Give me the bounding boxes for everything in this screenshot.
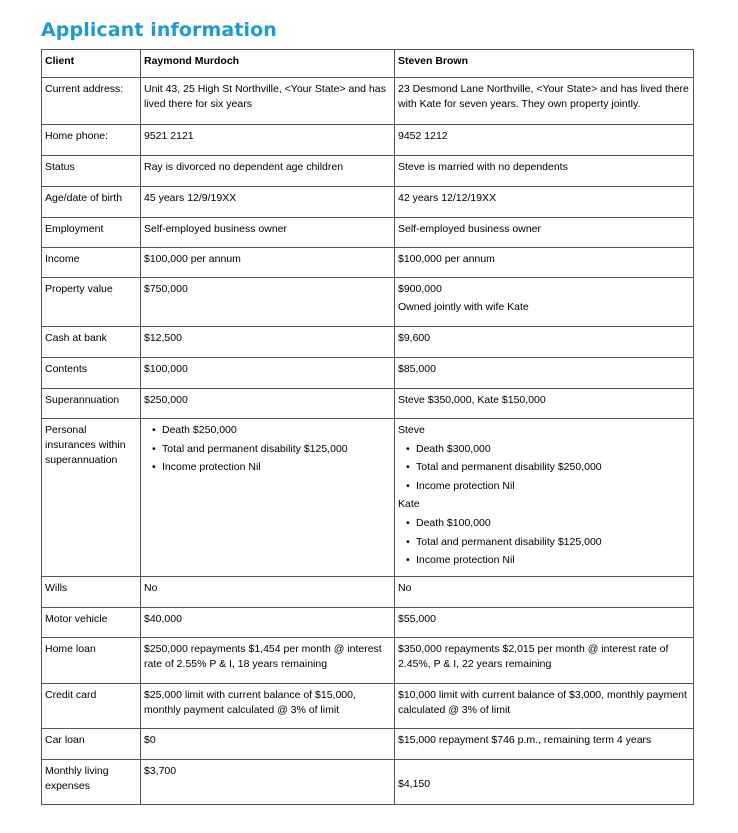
- header-cell-label: Client: [42, 50, 141, 78]
- row-label: Credit card: [42, 684, 141, 729]
- row-label: Superannuation: [42, 389, 141, 419]
- list-item: • Death $300,000: [406, 442, 690, 457]
- value-applicant-a: $100,000 per annum: [141, 248, 395, 278]
- list-item: • Total and permanent disability $250,000: [406, 460, 690, 475]
- value-applicant-a: $100,000: [141, 358, 395, 389]
- value-applicant-a: [141, 419, 395, 577]
- value-applicant-a: $3,700: [141, 760, 395, 805]
- list-item: • Income protection Nil: [406, 553, 690, 568]
- row-label: Home loan: [42, 638, 141, 684]
- row-label: Motor vehicle: [42, 608, 141, 638]
- value-applicant-a: $40,000: [141, 608, 395, 638]
- value-applicant-a: $12,500: [141, 327, 395, 358]
- table-row-superannuation: [42, 389, 694, 419]
- value-applicant-a: $250,000: [141, 389, 395, 419]
- value-applicant-a: $0: [141, 729, 395, 760]
- row-label: Cash at bank: [42, 327, 141, 358]
- value-applicant-b: $100,000 per annum: [395, 248, 694, 278]
- table-row-contents: [42, 358, 694, 389]
- list-item: • Total and permanent disability $125,000: [406, 535, 690, 550]
- value-applicant-b: $4,150: [395, 760, 694, 805]
- insurance-list-kate: [398, 516, 690, 568]
- value-applicant-a: Self-employed business owner: [141, 218, 395, 248]
- property-note-b: Owned jointly with wife Kate: [398, 301, 529, 313]
- property-value-b: $900,000: [398, 283, 442, 295]
- list-item: • Death $250,000: [152, 423, 391, 438]
- table-row-homeloan: [42, 638, 694, 684]
- value-applicant-b: [395, 419, 694, 577]
- value-applicant-b: 23 Desmond Lane Northville, <Your State> and has lived there with Kate for seven years. They own property jointly.: [395, 78, 694, 125]
- table-row-vehicle: [42, 608, 694, 638]
- row-label: Wills: [42, 577, 141, 608]
- insurance-subheading-steve: Steve: [398, 424, 425, 436]
- value-applicant-b: [395, 278, 694, 327]
- value-applicant-b: 9452 1212: [395, 125, 694, 156]
- table-header-row: [42, 50, 694, 78]
- row-label: Income: [42, 248, 141, 278]
- table-row-property: [42, 278, 694, 327]
- insurance-list-a: [144, 423, 391, 475]
- value-applicant-a: Unit 43, 25 High St Northville, <Your State> and has lived there for six years: [141, 78, 395, 125]
- table-row-wills: [42, 577, 694, 608]
- value-applicant-b: Steve $350,000, Kate $150,000: [395, 389, 694, 419]
- table-row-carloan: [42, 729, 694, 760]
- row-label: Property value: [42, 278, 141, 327]
- table-row-cash: [42, 327, 694, 358]
- value-applicant-a: Ray is divorced no dependent age children: [141, 156, 395, 187]
- value-applicant-b: Steve is married with no dependents: [395, 156, 694, 187]
- value-applicant-b: $15,000 repayment $746 p.m., remaining term 4 years: [395, 729, 694, 760]
- row-label: Home phone:: [42, 125, 141, 156]
- value-applicant-a: $750,000: [141, 278, 395, 327]
- value-applicant-b: 42 years 12/12/19XX: [395, 187, 694, 218]
- table-row-phone: [42, 125, 694, 156]
- value-applicant-b: $10,000 limit with current balance of $3,000, monthly payment calculated @ 3% of limit: [395, 684, 694, 729]
- header-cell-applicant-b: Steven Brown: [395, 50, 694, 78]
- page-title: Applicant information: [41, 19, 277, 41]
- row-label: Car loan: [42, 729, 141, 760]
- value-applicant-b: $85,000: [395, 358, 694, 389]
- value-applicant-a: $25,000 limit with current balance of $15,000, monthly payment calculated @ 3% of limit: [141, 684, 395, 729]
- list-item: • Total and permanent disability $125,000: [152, 442, 391, 457]
- value-applicant-a: $250,000 repayments $1,454 per month @ interest rate of 2.55% P & I, 18 years remaining: [141, 638, 395, 684]
- value-applicant-b: No: [395, 577, 694, 608]
- row-label: Monthly living expenses: [42, 760, 141, 805]
- table-row-income: [42, 248, 694, 278]
- table-row-living: [42, 760, 694, 805]
- table-row-status: [42, 156, 694, 187]
- table-row-employment: [42, 218, 694, 248]
- applicant-table: [41, 49, 694, 805]
- value-applicant-b: $9,600: [395, 327, 694, 358]
- row-label: Age/date of birth: [42, 187, 141, 218]
- row-label: Current address:: [42, 78, 141, 125]
- value-applicant-b: Self-employed business owner: [395, 218, 694, 248]
- table-row-credit: [42, 684, 694, 729]
- value-applicant-a: 9521 2121: [141, 125, 395, 156]
- list-item: • Income protection Nil: [406, 479, 690, 494]
- value-applicant-b: $55,000: [395, 608, 694, 638]
- value-applicant-a: 45 years 12/9/19XX: [141, 187, 395, 218]
- row-label: Employment: [42, 218, 141, 248]
- table-row-address: [42, 78, 694, 125]
- table-row-insurance: [42, 419, 694, 577]
- value-applicant-b: $350,000 repayments $2,015 per month @ interest rate of 2.45%, P & I, 22 years remaining: [395, 638, 694, 684]
- table-row-age: [42, 187, 694, 218]
- row-label: Personal insurances within superannuation: [42, 419, 141, 577]
- row-label: Status: [42, 156, 141, 187]
- list-item: • Income protection Nil: [152, 460, 391, 475]
- row-label: Contents: [42, 358, 141, 389]
- header-cell-applicant-a: Raymond Murdoch: [141, 50, 395, 78]
- insurance-list-steve: [398, 442, 690, 494]
- list-item: • Death $100,000: [406, 516, 690, 531]
- insurance-subheading-kate: Kate: [398, 498, 420, 511]
- value-applicant-a: No: [141, 577, 395, 608]
